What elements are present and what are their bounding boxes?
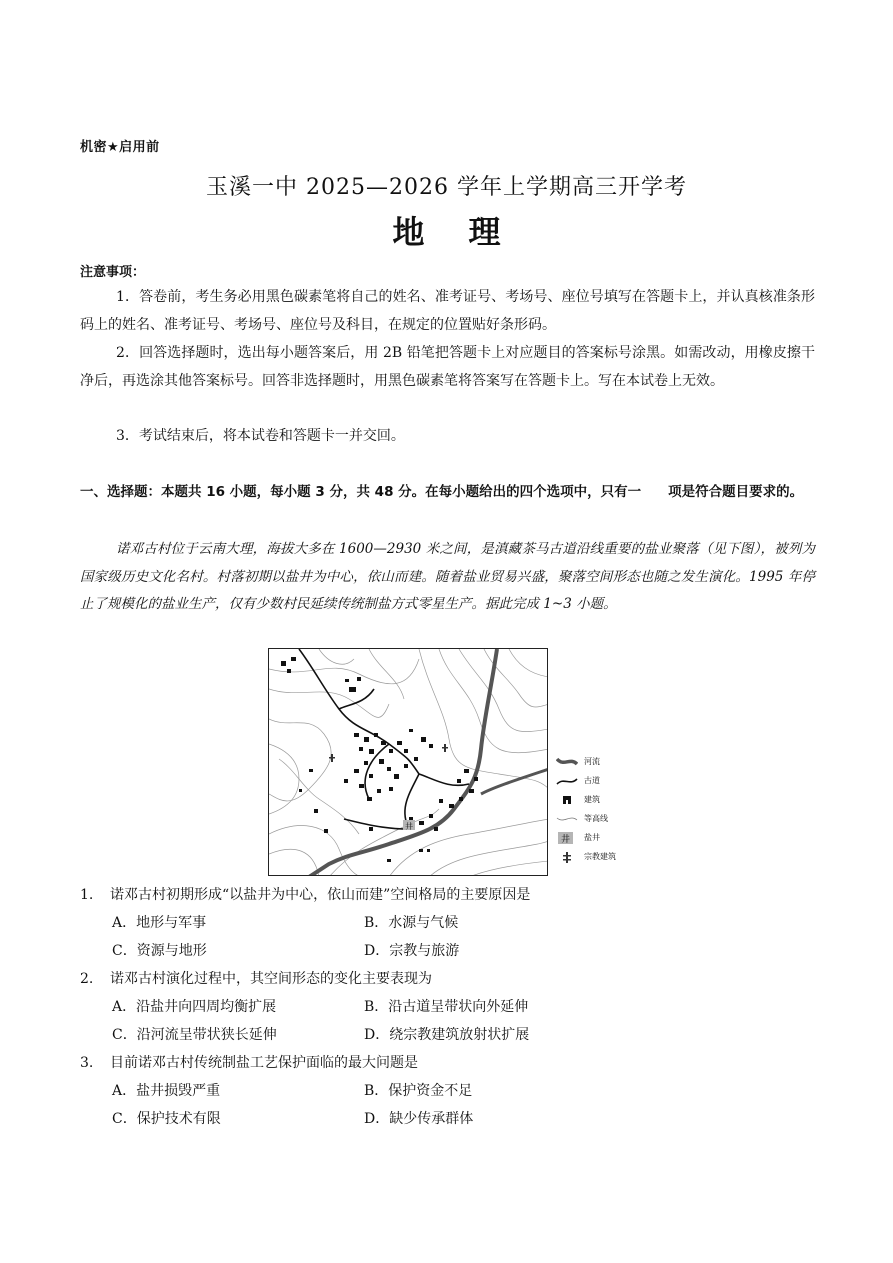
q3-option-a[interactable]: A．盐井损毁严重: [112, 1083, 221, 1099]
q3-option-b[interactable]: B．保护资金不足: [364, 1083, 473, 1099]
contour-icon: [556, 812, 578, 826]
q2-option-b[interactable]: B．沿古道呈带状向外延伸: [364, 999, 529, 1015]
exam-title: 玉溪一中 2025—2026 学年上学期高三开学考: [206, 175, 687, 200]
legend-river: [556, 752, 636, 771]
q1-option-d[interactable]: D．宗教与旅游: [364, 943, 460, 959]
section-heading: 一、选择题：本题共 16 小题，每小题 3 分，共 48 分。在每小题给出的四个选项中，只有一 项是符合题目要求的。: [80, 484, 804, 500]
legend-label: 宗教建筑: [584, 852, 616, 861]
notice-item-3: 3．考试结束后，将本试卷和答题卡一并交回。: [116, 428, 405, 444]
village-map: [268, 648, 548, 876]
river-path: [309, 649, 497, 876]
legend-religious: [556, 847, 636, 866]
legend-label: 古道: [584, 776, 600, 785]
question-2: [80, 968, 432, 988]
q2-option-d[interactable]: D．绕宗教建筑放射状扩展: [364, 1027, 530, 1043]
legend-building: [556, 790, 636, 809]
question-number: 1.: [80, 887, 94, 903]
ancient-road-icon: [556, 774, 578, 788]
q3-option-c[interactable]: C．保护技术有限: [112, 1111, 221, 1127]
buildings: [281, 657, 478, 862]
confidential-label: 机密★启用前: [80, 140, 160, 155]
passage-intro: 诺邓古村位于云南大理，海拔大多在 1600—2930 米之间，是滇藏茶马古道沿线重要的盐业聚落（见下图），被列为国家级历史文化名村。村落初期以盐井为中心，依山而建。随着盐业贸易兴盛，聚落空间形态也随之发生演化。1995 年停止了规模化的盐业生产，仅有少数村民延续传统制盐方式零星生产。据此完成 1~3 小题。: [80, 541, 815, 612]
ancient-roads: [299, 649, 469, 829]
q1-option-c[interactable]: C．资源与地形: [112, 943, 207, 959]
question-stem: 目前诺邓古村传统制盐工艺保护面临的最大问题是: [110, 1055, 418, 1071]
q1-option-b[interactable]: B．水源与气候: [364, 915, 459, 931]
notice-item-2: 2．回答选择题时，选出每小题答案后，用 2B 铅笔把答题卡上对应题目的答案标号涂黑。如需改动，用橡皮擦干净后，再选涂其他答案标号。回答非选择题时，用黑色碳素笔将答案写在答题卡上。写在本试卷上无效。: [80, 345, 815, 389]
q2-option-c[interactable]: C．沿河流呈带状狭长延伸: [112, 1027, 277, 1043]
building-icon: [556, 793, 578, 807]
legend-contour: [556, 809, 636, 828]
question-stem: 诺邓古村演化过程中，其空间形态的变化主要表现为: [110, 971, 432, 987]
legend-well: [556, 828, 636, 847]
legend-label: 盐井: [584, 833, 600, 842]
legend-label: 河流: [584, 757, 600, 766]
q2-option-a[interactable]: A．沿盐井向四周均衡扩展: [112, 999, 277, 1015]
map-graphic: [269, 649, 548, 876]
religious-building-icon: [556, 850, 578, 864]
river-icon: [556, 755, 578, 769]
question-stem: 诺邓古村初期形成“以盐井为中心，依山而建”空间格局的主要原因是: [110, 887, 531, 903]
q1-option-a[interactable]: A．地形与军事: [112, 915, 207, 931]
contour-lines: [269, 649, 548, 876]
question-number: 3.: [80, 1055, 94, 1071]
salt-well-label: 井: [405, 822, 413, 831]
notice-heading: 注意事项：: [80, 265, 146, 280]
q3-option-d[interactable]: D．缺少传承群体: [364, 1111, 474, 1127]
legend-label: 等高线: [584, 814, 608, 823]
question-3: [80, 1052, 418, 1072]
question-1: [80, 884, 530, 904]
question-number: 2.: [80, 971, 94, 987]
map-legend: [556, 752, 636, 866]
svg-text:井: 井: [561, 834, 571, 845]
legend-road: [556, 771, 636, 790]
subject-title: 地理: [392, 213, 545, 251]
legend-label: 建筑: [584, 795, 600, 804]
notice-item-1: 1．答卷前，考生务必用黑色碳素笔将自己的姓名、准考证号、考场号、座位号填写在答题卡上，并认真核准条形码上的姓名、准考证号、考场号、座位号及科目，在规定的位置贴好条形码。: [80, 289, 815, 333]
salt-well-icon: [556, 831, 578, 845]
